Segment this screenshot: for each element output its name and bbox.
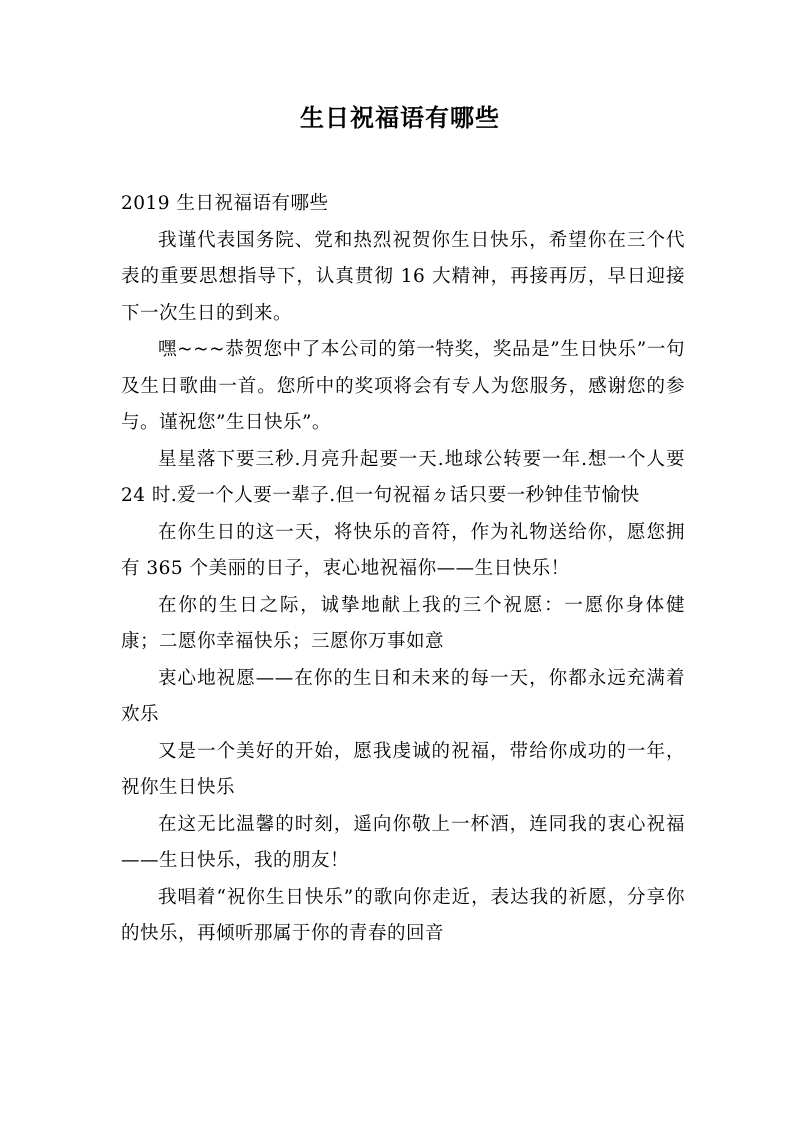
document-body <box>121 186 685 953</box>
paragraph: 在这无比温馨的时刻，遥向你敬上一杯酒，连同我的衷心祝福——生日快乐，我的朋友！ <box>121 813 685 871</box>
paragraph-subtitle: 2019 生日祝福语有哪些 <box>121 193 329 214</box>
paragraph: 星星落下要三秒.月亮升起要一天.地球公转要一年.想一个人要 24 时.爱一个人要一辈子.但一句祝福ㄉ话只要一秒钟佳节愉快 <box>121 448 685 506</box>
paragraph: 我唱着“祝你生日快乐”的歌向你走近，表达我的祈愿，分享你的快乐，再倾听那属于你的青春的回音 <box>121 886 685 944</box>
paragraph: 在你生日的这一天，将快乐的音符，作为礼物送给你，愿您拥有 365 个美丽的日子，衷心地祝福你——生日快乐！ <box>121 521 685 579</box>
paragraph: 嘿~~~恭贺您中了本公司的第一特奖，奖品是”生日快乐”一句及生日歌曲一首。您所中的奖项将会有专人为您服务，感谢您的参与。谨祝您”生日快乐”。 <box>121 339 685 433</box>
paragraph: 又是一个美好的开始，愿我虔诚的祝福，带给你成功的一年，祝你生日快乐 <box>121 740 685 798</box>
paragraph: 衷心地祝愿——在你的生日和未来的每一天，你都永远充满着欢乐 <box>121 667 685 725</box>
paragraph: 我谨代表国务院、党和热烈祝贺你生日快乐，希望你在三个代表的重要思想指导下，认真贯彻 16 大精神，再接再厉，早日迎接下一次生日的到来。 <box>121 229 685 324</box>
paragraph: 在你的生日之际，诚挚地献上我的三个祝愿：一愿你身体健康；二愿你幸福快乐；三愿你万事如意 <box>121 594 685 652</box>
document-title: 生日祝福语有哪些 <box>300 104 500 132</box>
